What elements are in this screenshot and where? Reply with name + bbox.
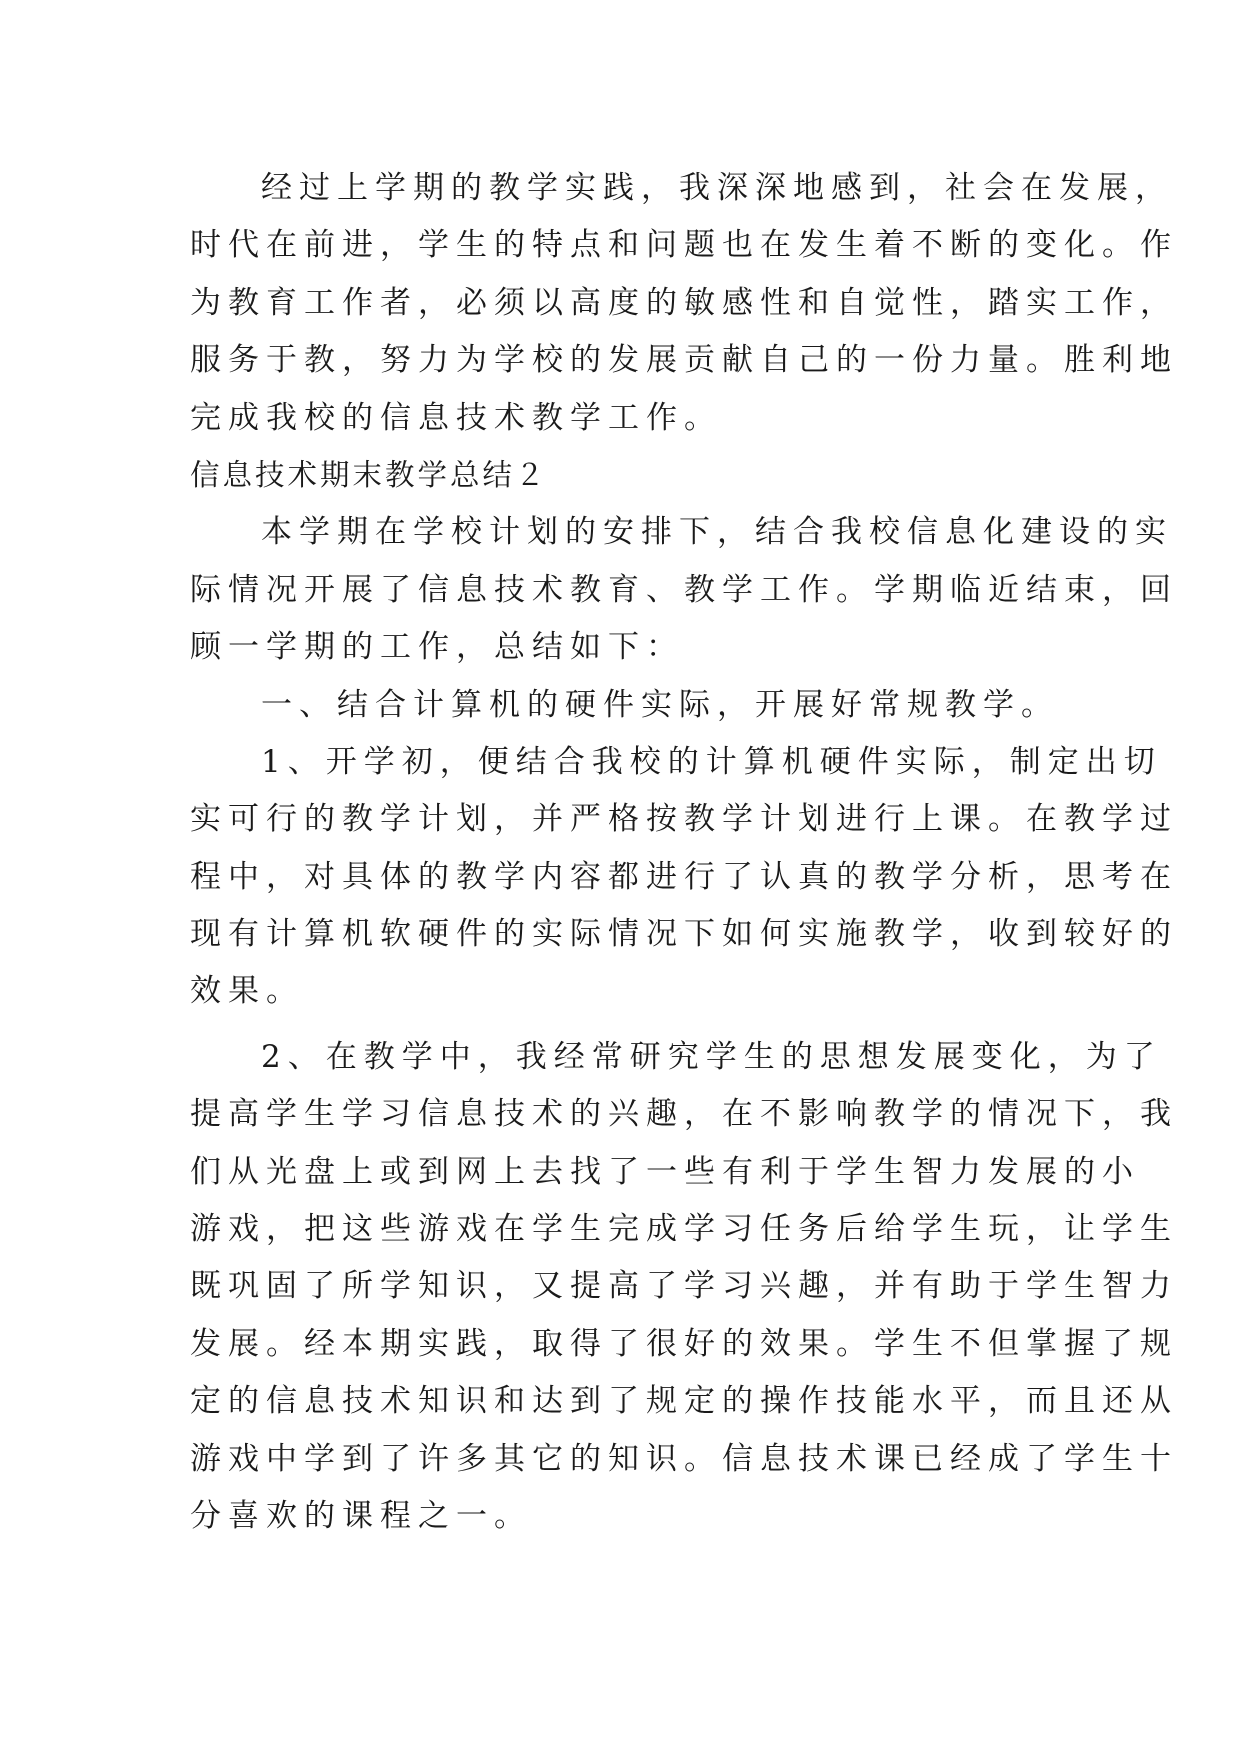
paragraph-line: 本学期在学校计划的安排下，结合我校信息化建设的实	[261, 514, 1173, 551]
paragraph-line: 2、在教学中，我经常研究学生的思想发展变化，为了	[261, 1038, 1162, 1075]
paragraph-line: 们从光盘上或到网上去找了一些有利于学生智力发展的小	[190, 1153, 1140, 1190]
paragraph-line: 既巩固了所学知识，又提高了学习兴趣，并有助于学生智力	[190, 1268, 1178, 1305]
paragraph-line: 为教育工作者，必须以高度的敏感性和自觉性，踏实工作，	[190, 284, 1178, 321]
paragraph-line: 定的信息技术知识和达到了规定的操作技能水平，而且还从	[190, 1383, 1178, 1420]
paragraph-line: 实可行的教学计划，并严格按教学计划进行上课。在教学过	[190, 801, 1178, 838]
paragraph-line: 提高学生学习信息技术的兴趣，在不影响教学的情况下，我	[190, 1096, 1178, 1133]
paragraph-line: 完成我校的信息技术教学工作。	[190, 399, 722, 436]
paragraph-line: 际情况开展了信息技术教育、教学工作。学期临近结束，回	[190, 571, 1178, 608]
paragraph-line: 时代在前进，学生的特点和问题也在发生着不断的变化。作	[190, 227, 1178, 264]
paragraph-line: 现有计算机软硬件的实际情况下如何实施教学，收到较好的	[190, 916, 1178, 953]
section-heading: 信息技术期末教学总结２	[190, 457, 548, 492]
paragraph-line: 程中，对具体的教学内容都进行了认真的教学分析，思考在	[190, 858, 1178, 895]
subheading-point-one: 一、结合计算机的硬件实际，开展好常规教学。	[261, 686, 1059, 723]
document-body	[190, 160, 1178, 1545]
paragraph-line: 发展。经本期实践，取得了很好的效果。学生不但掌握了规	[190, 1325, 1178, 1362]
paragraph-line: 服务于教，努力为学校的发展贡献自己的一份力量。胜利地	[190, 342, 1178, 379]
paragraph-line: 顾一学期的工作，总结如下：	[190, 629, 684, 666]
paragraph-spacer	[190, 1021, 1070, 1029]
paragraph-line: 游戏，把这些游戏在学生完成学习任务后给学生玩，让学生	[190, 1211, 1178, 1248]
paragraph-line: 游戏中学到了许多其它的知识。信息技术课已经成了学生十	[190, 1440, 1178, 1477]
paragraph-line: 经过上学期的教学实践，我深深地感到，社会在发展，	[261, 170, 1173, 206]
paragraph-line: 1、开学初，便结合我校的计算机硬件实际，制定出切	[261, 743, 1162, 780]
paragraph-line: 分喜欢的课程之一。	[190, 1497, 532, 1534]
paragraph-line: 效果。	[190, 973, 304, 1010]
